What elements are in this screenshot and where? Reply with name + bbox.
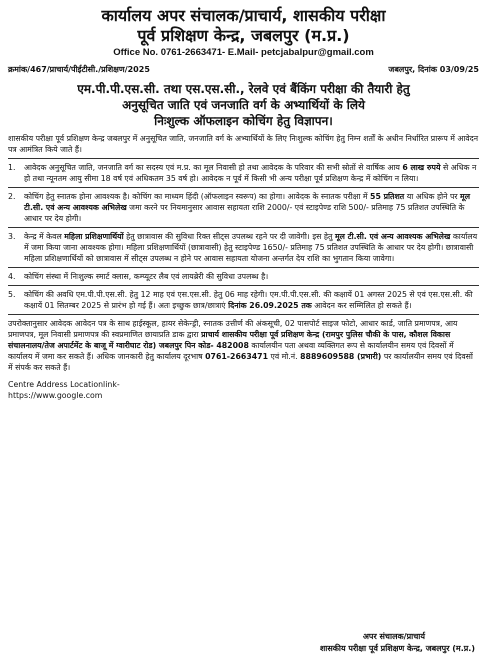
item-text: आवेदक अनुसूचित जाति, जनजाति वर्ग का सदस्य एवं म.प्र. का मूल निवासी हो तथा आवेदक के परिवार की सभी स्रोतों से वार्षिक आय 6 लाख रुपये से अधिक न हो तथा न्यूनतम आयु सीमा 18 वर्ष एवं अधिकतम 35 वर्ष हो। आवेदक न पूर्व में किसी भी अन्य परीक्षा पूर्व प्रशिक्षण केन्द्र में कोचिंग न लिया। xyxy=(24,163,477,183)
item-number: 4. xyxy=(8,272,16,281)
headline-line-3: निःशुल्क ऑफलाइन कोचिंग हेतु विज्ञापन। xyxy=(154,114,333,128)
item-text: केन्द्र में केवल महिला प्रशिक्षणार्थियों हेतु छात्रावास की सुविधा रिक्त सीट्स उपलब्ध रहने पर दी जावेगी। इस हेतु मूल टी.सी. एवं अन्य आवश्यक अभिलेख कार्यालय में जमा किया जाना आवश्यक होगा। महिला प्रशिक्षणार्थियों (छात्रावासी) हेतु स्टाइपेण्ड 1650/- प्रतिमाह 75 प्रतिशत उपस्थिति के आधार पर देय होगी। छात्रावासी महिला प्रशिक्षणार्थियों को छात्रावास में सीट्स उपलब्ध न होने पर आवास सहायता योजना अन्तर्गत देय राशि का भुगतान किया जावेगा। xyxy=(24,232,478,263)
office-contact: Office No. 0761-2663471- E.Mail- petcjabalpur@gmail.com xyxy=(113,47,374,58)
header-line-2: पूर्व प्रशिक्षण केन्द्र, जबलपुर (म.प्र.) xyxy=(137,26,350,45)
divider xyxy=(8,267,479,268)
reference-date: जबलपुर, दिनांक 03/09/25 xyxy=(388,65,479,74)
condition-item-3 xyxy=(8,231,479,264)
signature-office: शासकीय परीक्षा पूर्व प्रशिक्षण केन्द्र, जबलपुर (म.प्र.) xyxy=(319,644,475,653)
reference-number: क्रमांक/467/प्राचार्य/पीईटीसी./प्रशिक्षण/2025 xyxy=(8,65,150,74)
closing-paragraph: उपरोक्तानुसार आवेदक आवेदन पत्र के साथ हाईस्कूल, हायर सेकेन्ड्री, स्नातक उत्तीर्ण की अंकसूची, 02 पासपोर्ट साइज फोटो, आधार कार्ड, जाति प्रमाणपत्र, आय प्रमाणपत्र, मूल निवासी प्रमाणपत्र की स्वप्रमाणित छायाप्रति डाक द्वारा प्राचार्य शासकीय परीक्षा पूर्व प्रशिक्षण केन्द्र (रामपुर पुलिस चौकी के पास, कौशल विकास संचालनालय/तेज अपार्टमेंट के बाजू में ग्वारीघाट रोड) जबलपुर पिन कोड- 482008 कार्यालयीन पता अथवा व्यक्तिगत रूप से कार्यालयीन समय एवं दिवसों में कार्यालय में जमा कर सकते हैं। अधिक जानकारी हेतु कार्यालय दूरभाष 0761-2663471 एवं मो.नं. 8889609588 (प्रभारी) पर कार्यालयीन समय एवं दिवसों में संपर्क कर सकते हैं। xyxy=(8,319,473,372)
item-number: 2. xyxy=(8,192,16,201)
divider xyxy=(8,285,479,286)
divider xyxy=(8,158,479,159)
item-number: 1. xyxy=(8,163,16,172)
intro-paragraph: शासकीय परीक्षा पूर्व प्रशिक्षण केन्द्र जबलपुर में अनुसूचित जाति, जनजाति वर्ग के अभ्यार्थियों के लिए निःशुल्क कोचिंग हेतु निम्न शर्तों के अधीन निर्धारित प्रारूप में आवेदन पत्र आमंत्रित किये जाते हैं। xyxy=(8,134,479,154)
reference-line xyxy=(8,65,479,75)
signature-designation: अपर संचालक/प्राचार्य xyxy=(362,632,425,641)
centre-address-link[interactable]: https://www.google.com xyxy=(8,391,103,400)
condition-item-4 xyxy=(8,271,479,282)
condition-item-5 xyxy=(8,289,479,311)
notice-headline xyxy=(8,81,479,129)
item-number: 5. xyxy=(8,290,16,299)
condition-item-2 xyxy=(8,191,479,224)
headline-line-1: एम.पी.पी.एस.सी. तथा एस.एस.सी., रेलवे एवं बैंकिंग परीक्षा की तैयारी हेतु xyxy=(77,82,410,96)
divider xyxy=(8,187,479,188)
centre-address-label: Centre Address Locationlink- xyxy=(8,380,120,389)
header-line-1: कार्यालय अपर संचालक/प्राचार्य, शासकीय परीक्षा xyxy=(101,6,386,25)
item-text: कोचिंग की अवधि एम.पी.पी.एस.सी. हेतु 12 माह एवं एस.एस.सी. हेतु 06 माह रहेगी। एम.पी.पी.एस.सी. की कक्षायें 01 अगस्त 2025 से एवं एस.एस.सी. की कक्षायें 01 सितम्बर 2025 से प्रारंभ हो गई हैं। अतः इच्छुक छात्र/छात्राएं दिनांक 26.09.2025 तक आवेदन कर सम्मिलित हो सकते हैं। xyxy=(24,290,473,310)
item-text: कोचिंग संस्था में निःशुल्क स्मार्ट क्लास, कम्प्यूटर लैब एवं लायब्रेरी की सुविधा उपलब्ध है। xyxy=(24,272,269,281)
divider xyxy=(8,227,479,228)
condition-item-1 xyxy=(8,162,479,184)
item-number: 3. xyxy=(8,232,16,241)
item-text: कोचिंग हेतु स्नातक होना आवश्यक है। कोचिंग का माध्यम हिंदी (ऑफलाइन स्वरूप) का होगा। आवेदक के स्नातक परीक्षा में 55 प्रतिशत या अधिक होने पर मूल टी.सी. एवं अन्य आवश्यक अभिलेख जमा करने पर नियमानुसार आवास सहायता राशि 2000/- एवं स्टाइपेण्ड राशि 500/- प्रतिमाह 75 प्रतिशत उपस्थिति के आधार पर देय होगी। xyxy=(24,192,470,223)
notice-page xyxy=(8,6,479,654)
divider xyxy=(8,314,479,315)
headline-line-2: अनुसूचित जाति एवं जनजाति वर्ग के अभ्यार्थियों के लिये xyxy=(122,98,365,112)
